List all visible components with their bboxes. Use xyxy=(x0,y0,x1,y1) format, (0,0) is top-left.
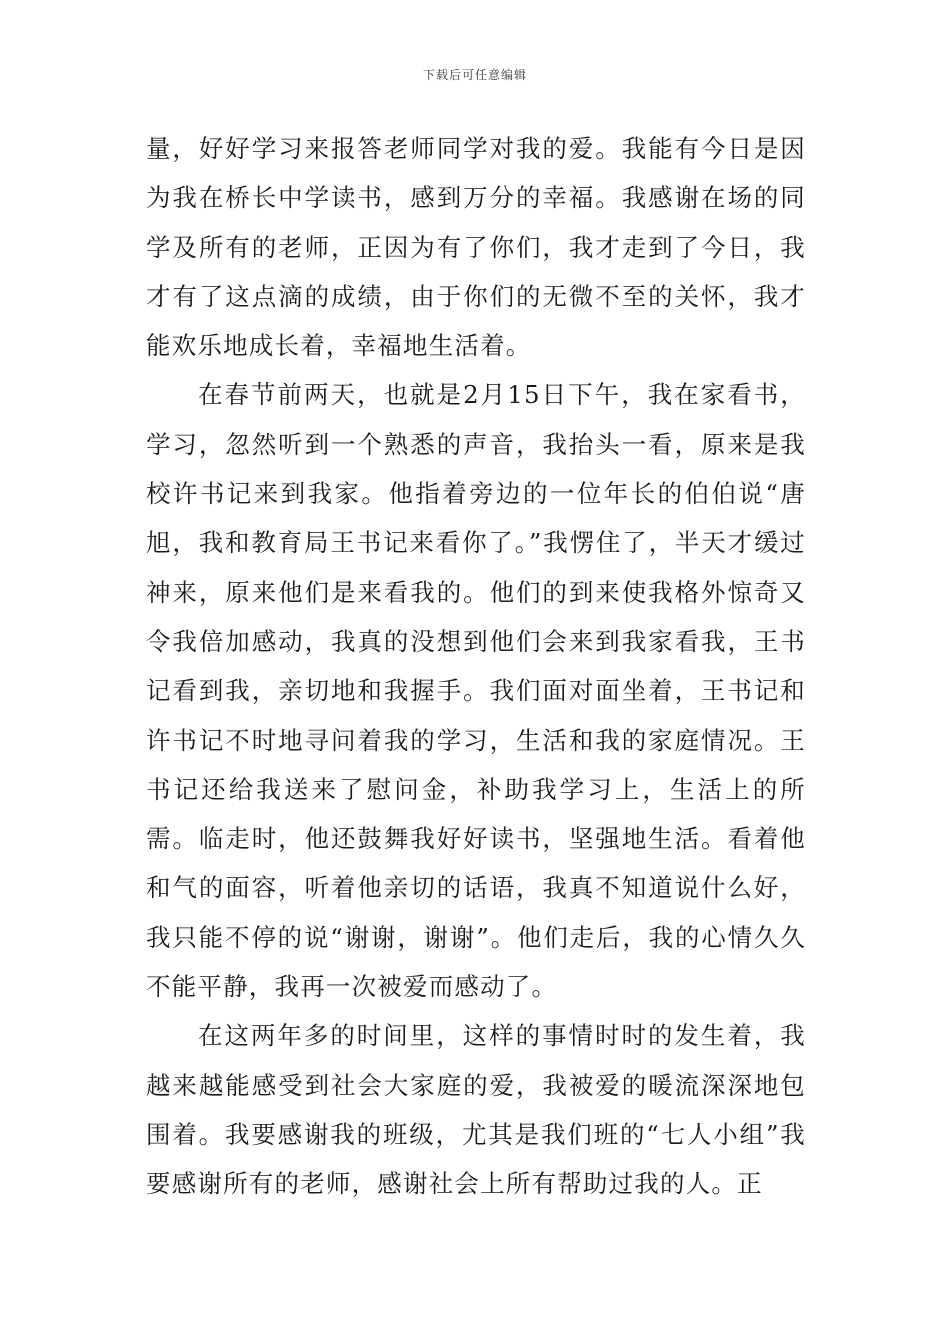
page-header-note: 下载后可任意编辑 xyxy=(422,68,527,82)
paragraph-spring-festival-visit: 在春节前两天，也就是2月15日下午，我在家看书，学习，忽然听到一个熟悉的声音，我抬头一看，原来是我校许书记来到我家。他指着旁边的一位年长的伯伯说“唐旭，我和教育局王书记来看你了。”我愣住了，半天才缓过神来，原来他们是来看我的。他们的到来使我格外惊奇又令我倍加感动，我真的没想到他们会来到我家看我，王书记看到我，亲切地和我握手。我们面对面坐着，王书记和许书记不时地寻问着我的学习，生活和我的家庭情况。王书记还给我送来了慰问金，补助我学习上，生活上的所需。临走时，他还鼓舞我好好读书，坚强地生活。看着他和气的面容，听着他亲切的话语，我真不知道说什么好，我只能不停的说“谢谢，谢谢”。他们走后，我的心情久久不能平静，我再一次被爱而感动了。 xyxy=(146,380,806,1002)
paragraph-continued: 量，好好学习来报答老师同学对我的爱。我能有今日是因为我在桥长中学读书，感到万分的幸福。我感谢在场的同学及所有的老师，正因为有了你们，我才走到了今日，我才有了这点滴的成绩，由于你们的无微不至的关怀，我才能欢乐地成长着，幸福地生活着。 xyxy=(146,134,806,361)
document-body xyxy=(146,124,806,1209)
paragraph-gratitude: 在这两年多的时间里，这样的事情时时的发生着，我越来越能感受到社会大家庭的爱，我被爱的暖流深深地包围着。我要感谢我的班级，尤其是我们班的“七人小组”我要感谢所有的老师，感谢社会上所有帮助过我的人。正 xyxy=(146,1021,806,1199)
